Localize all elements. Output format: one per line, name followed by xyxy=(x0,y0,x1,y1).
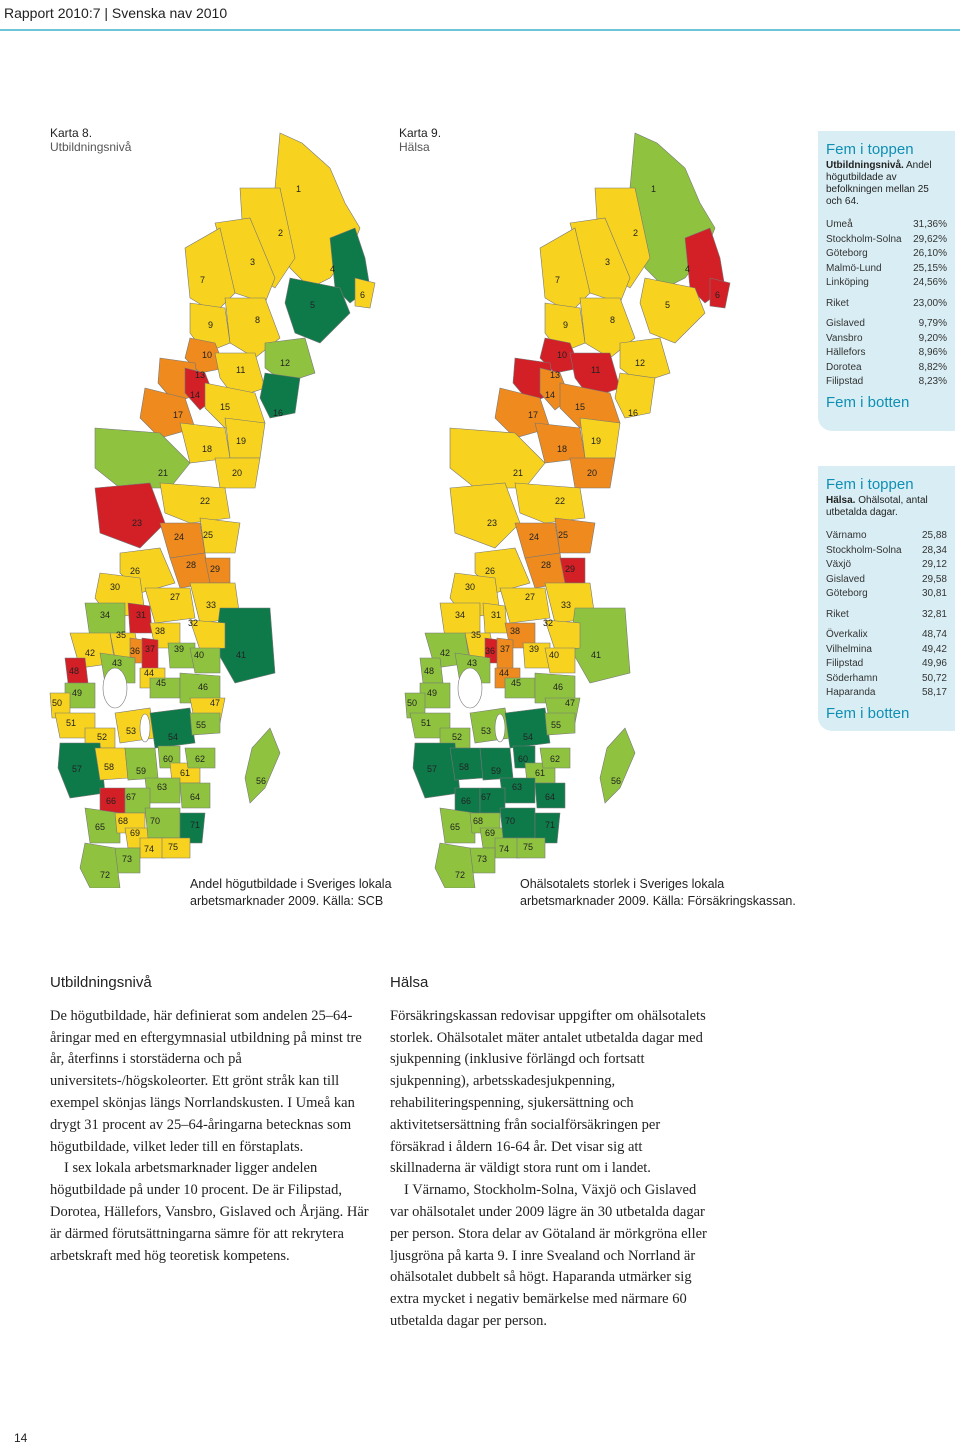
label-7: 7 xyxy=(200,275,206,285)
lake-vanern xyxy=(458,668,482,708)
label-49: 49 xyxy=(72,688,83,698)
label-19: 19 xyxy=(236,436,247,446)
region-56 xyxy=(600,728,635,803)
label-21: 21 xyxy=(158,468,169,478)
label-20: 20 xyxy=(232,468,243,478)
list-item: Överkalix 48,74 xyxy=(826,629,947,640)
label-61: 61 xyxy=(180,768,191,778)
health-paragraph-2: I Värnamo, Stockholm-Solna, Växjö och Gislaved var ohälsotalet under 2009 lägre än 30 utbetalda dagar per person. Stora delar av Götaland är mörkgröna eller ljusgröna på karta 9. I inre Svealand och Norrland är ohälsotalet dubbelt så högt. Haparanda utmärker sig extra mycket i negativ bemärkelse med närmare 60 utbetalda dagar per person. xyxy=(390,1182,707,1329)
header-divider xyxy=(0,29,960,31)
label-63: 63 xyxy=(157,782,168,792)
label-14: 14 xyxy=(545,390,556,400)
list-item: Söderhamn 50,72 xyxy=(826,672,947,684)
label-11: 11 xyxy=(236,365,246,375)
label-52: 52 xyxy=(452,732,463,742)
label-27: 27 xyxy=(170,592,181,602)
label-43: 43 xyxy=(467,658,478,668)
label-29: 29 xyxy=(210,564,221,574)
map9-svg xyxy=(395,128,775,888)
label-38: 38 xyxy=(510,626,521,636)
label-3: 3 xyxy=(250,257,256,267)
label-39: 39 xyxy=(174,644,185,654)
education-description: Utbildningsnivå. Andel högutbildade av befolkningen mellan 25 och 64. xyxy=(826,160,932,207)
region-54 xyxy=(505,708,550,748)
label-9: 9 xyxy=(563,320,569,330)
label-67: 67 xyxy=(126,792,137,802)
label-2: 2 xyxy=(633,228,639,238)
list-item: Gislaved 29,58 xyxy=(826,573,947,585)
region-22 xyxy=(515,483,585,523)
label-64: 64 xyxy=(190,792,201,802)
label-23: 23 xyxy=(487,518,498,528)
list-item: Vilhelmina 49,42 xyxy=(826,643,947,655)
label-54: 54 xyxy=(523,732,534,742)
label-70: 70 xyxy=(505,816,516,826)
label-11: 11 xyxy=(591,365,601,375)
education-heading: Utbildningsnivå xyxy=(50,974,152,991)
label-72: 72 xyxy=(100,870,111,880)
list-item: Dorotea 8,82% xyxy=(826,361,947,373)
label-51: 51 xyxy=(421,718,432,728)
label-73: 73 xyxy=(477,854,488,864)
map8-subtitle: Utbildningsnivå xyxy=(50,140,132,154)
list-item: Växjö 29,12 xyxy=(826,559,947,570)
label-44: 44 xyxy=(144,668,155,678)
health-paragraph-1: Försäkringskassan redovisar uppgifter om ohälsotalets storlek. Ohälsotalet mäter antalet utbetalda dagar med sjukpenning (inklusive förlängd och fortsatt sjukpenning), arbetsskadesjukpenning, rehabiliteringspenning, sjukersättning och aktivitetsersättning från socialförsäkringen per försäkrad i åldern 16-64 år. Det visar sig att skillnaderna är väldigt stora runt om i landet. xyxy=(390,1007,706,1177)
label-2: 2 xyxy=(278,228,284,238)
label-22: 22 xyxy=(200,496,211,506)
label-45: 45 xyxy=(156,678,167,688)
list-item: Hällefors 8,96% xyxy=(826,347,947,358)
label-57: 57 xyxy=(72,764,83,774)
education-top-list xyxy=(826,218,947,291)
label-31: 31 xyxy=(491,610,502,620)
label-1: 1 xyxy=(651,184,657,194)
label-60: 60 xyxy=(518,754,529,764)
lake-vattern xyxy=(140,714,150,742)
label-30: 30 xyxy=(110,582,121,592)
health-ranking-panel xyxy=(818,466,955,731)
label-4: 4 xyxy=(685,264,691,274)
list-item: Malmö-Lund 25,15% xyxy=(826,262,947,274)
label-41: 41 xyxy=(236,650,247,660)
education-top-title: Fem i toppen xyxy=(826,141,914,158)
label-50: 50 xyxy=(407,698,418,708)
region-18 xyxy=(535,423,585,463)
label-24: 24 xyxy=(529,532,540,542)
label-66: 66 xyxy=(461,796,472,806)
label-32: 32 xyxy=(543,618,554,628)
health-top-list xyxy=(826,529,947,602)
label-63: 63 xyxy=(512,782,523,792)
label-66: 66 xyxy=(106,796,117,806)
label-46: 46 xyxy=(198,682,209,692)
region-72 xyxy=(435,843,475,888)
list-item: Filipstad 8,23% xyxy=(826,376,947,387)
label-29: 29 xyxy=(565,564,576,574)
label-68: 68 xyxy=(118,816,129,826)
label-65: 65 xyxy=(450,822,461,832)
label-60: 60 xyxy=(163,754,174,764)
list-item: Stockholm-Solna 29,62% xyxy=(826,233,947,245)
education-riket-row: Riket 23,00% xyxy=(826,297,947,309)
label-74: 74 xyxy=(499,844,510,854)
map8-education xyxy=(40,128,420,888)
region-72 xyxy=(80,843,120,888)
label-34: 34 xyxy=(100,610,111,620)
label-15: 15 xyxy=(220,402,231,412)
label-46: 46 xyxy=(553,682,564,692)
map8-source: Andel högutbildade i Sveriges lokala arbetsmarknader 2009. Källa: SCB xyxy=(190,877,392,908)
region-54 xyxy=(150,708,195,748)
page-header xyxy=(0,0,960,30)
label-24: 24 xyxy=(174,532,185,542)
label-14: 14 xyxy=(190,390,201,400)
label-9: 9 xyxy=(208,320,214,330)
label-17: 17 xyxy=(173,410,184,420)
lake-vanern xyxy=(103,668,127,708)
label-18: 18 xyxy=(557,444,568,454)
label-62: 62 xyxy=(195,754,206,764)
label-48: 48 xyxy=(424,666,435,676)
label-16: 16 xyxy=(628,408,639,418)
label-50: 50 xyxy=(52,698,63,708)
health-description: Hälsa. Ohälsotal, antal utbetalda dagar. xyxy=(826,495,928,518)
label-64: 64 xyxy=(545,792,556,802)
label-55: 55 xyxy=(196,720,207,730)
education-bottom-title: Fem i botten xyxy=(826,393,910,411)
label-15: 15 xyxy=(575,402,586,412)
label-69: 69 xyxy=(485,828,496,838)
label-32: 32 xyxy=(188,618,199,628)
label-65: 65 xyxy=(95,822,106,832)
label-4: 4 xyxy=(330,264,336,274)
label-62: 62 xyxy=(550,754,561,764)
label-28: 28 xyxy=(186,560,197,570)
label-72: 72 xyxy=(455,870,466,880)
label-48: 48 xyxy=(69,666,80,676)
label-23: 23 xyxy=(132,518,143,528)
map8-title: Karta 8. xyxy=(50,126,93,140)
health-bottom-title: Fem i botten xyxy=(826,704,910,722)
label-71: 71 xyxy=(545,820,556,830)
list-item: Göteborg 26,10% xyxy=(826,248,947,259)
region-56 xyxy=(245,728,280,803)
education-text-column xyxy=(50,972,370,1267)
label-26: 26 xyxy=(130,566,141,576)
label-38: 38 xyxy=(155,626,166,636)
health-bottom-list xyxy=(826,628,947,701)
label-57: 57 xyxy=(427,764,438,774)
education-bottom-list xyxy=(826,317,947,390)
label-36: 36 xyxy=(130,646,141,656)
label-67: 67 xyxy=(481,792,492,802)
label-28: 28 xyxy=(541,560,552,570)
label-20: 20 xyxy=(587,468,598,478)
list-item: Gislaved 9,79% xyxy=(826,318,947,329)
label-27: 27 xyxy=(525,592,536,602)
label-35: 35 xyxy=(116,630,127,640)
education-ranking-panel xyxy=(818,131,955,431)
label-13: 13 xyxy=(195,370,206,380)
label-39: 39 xyxy=(529,644,540,654)
region-18 xyxy=(180,423,230,463)
label-69: 69 xyxy=(130,828,141,838)
health-riket-row: Riket 32,81 xyxy=(826,608,947,620)
label-6: 6 xyxy=(360,290,366,300)
label-51: 51 xyxy=(66,718,77,728)
label-26: 26 xyxy=(485,566,496,576)
label-16: 16 xyxy=(273,408,284,418)
label-53: 53 xyxy=(126,726,137,736)
label-59: 59 xyxy=(136,766,147,776)
health-text-column xyxy=(390,972,708,1333)
label-56: 56 xyxy=(611,776,622,786)
map8-svg xyxy=(40,128,420,888)
label-18: 18 xyxy=(202,444,213,454)
label-33: 33 xyxy=(206,600,217,610)
map9-source: Ohälsotalets storlek i Sveriges lokala arbetsmarknader 2009. Källa: Försäkringskassan. xyxy=(520,877,796,908)
label-68: 68 xyxy=(473,816,484,826)
label-17: 17 xyxy=(528,410,539,420)
region-21 xyxy=(95,428,190,488)
label-8: 8 xyxy=(255,315,261,325)
education-paragraph-1: De högutbildade, här definierat som andelen 25–64-åringar med en eftergymnasial utbildning på minst tre år, återfinns i storstäderna och på universitets-/högskoleorter. Ett grönt stråk kan till exempel skönjas längs Norrlandskusten. I Umeå kan drygt 31 procent av 25–64-åringarna betecknas som högutbildade, vilket leder till en förstaplats. xyxy=(50,1007,362,1155)
label-37: 37 xyxy=(145,644,156,654)
label-47: 47 xyxy=(210,698,221,708)
label-1: 1 xyxy=(296,184,302,194)
label-22: 22 xyxy=(555,496,566,506)
label-70: 70 xyxy=(150,816,161,826)
list-item: Umeå 31,36% xyxy=(826,219,947,230)
label-25: 25 xyxy=(203,530,214,540)
label-7: 7 xyxy=(555,275,561,285)
label-34: 34 xyxy=(455,610,466,620)
label-5: 5 xyxy=(310,300,316,310)
label-43: 43 xyxy=(112,658,123,668)
list-item: Filipstad 49,96 xyxy=(826,658,947,669)
label-59: 59 xyxy=(491,766,502,776)
page-number: 14 xyxy=(14,1431,28,1445)
label-30: 30 xyxy=(465,582,476,592)
label-37: 37 xyxy=(500,644,511,654)
health-top-title: Fem i toppen xyxy=(826,476,914,493)
label-3: 3 xyxy=(605,257,611,267)
label-47: 47 xyxy=(565,698,576,708)
label-31: 31 xyxy=(136,610,147,620)
label-40: 40 xyxy=(194,650,205,660)
label-75: 75 xyxy=(168,842,179,852)
label-52: 52 xyxy=(97,732,108,742)
label-44: 44 xyxy=(499,668,510,678)
label-58: 58 xyxy=(459,762,470,772)
list-item: Haparanda 58,17 xyxy=(826,687,947,698)
label-42: 42 xyxy=(85,648,96,658)
label-36: 36 xyxy=(485,646,496,656)
label-19: 19 xyxy=(591,436,602,446)
label-13: 13 xyxy=(550,370,561,380)
label-21: 21 xyxy=(513,468,524,478)
label-40: 40 xyxy=(549,650,560,660)
label-8: 8 xyxy=(610,315,616,325)
label-12: 12 xyxy=(280,358,291,368)
label-45: 45 xyxy=(511,678,522,688)
label-71: 71 xyxy=(190,820,201,830)
list-item: Vansbro 9,20% xyxy=(826,332,947,344)
label-42: 42 xyxy=(440,648,451,658)
region-23 xyxy=(450,483,520,548)
list-item: Stockholm-Solna 28,34 xyxy=(826,544,947,556)
label-61: 61 xyxy=(535,768,546,778)
label-75: 75 xyxy=(523,842,534,852)
region-23 xyxy=(95,483,165,548)
education-paragraph-2: I sex lokala arbetsmarknader ligger andelen högutbildade på under 10 procent. De är Filipstad, Dorotea, Hällefors, Vansbro, Gislaved och Årjäng. Här är därmed förutsättningarna sämre för att rekrytera arbetskraft med hög teoretisk kompetens. xyxy=(50,1160,369,1264)
label-73: 73 xyxy=(122,854,133,864)
label-33: 33 xyxy=(561,600,572,610)
list-item: Linköping 24,56% xyxy=(826,277,947,288)
label-58: 58 xyxy=(104,762,115,772)
map9-title: Karta 9. xyxy=(399,126,442,140)
map9-health xyxy=(395,128,775,888)
label-10: 10 xyxy=(557,350,568,360)
label-35: 35 xyxy=(471,630,482,640)
label-25: 25 xyxy=(558,530,569,540)
label-12: 12 xyxy=(635,358,646,368)
label-54: 54 xyxy=(168,732,179,742)
map9-subtitle: Hälsa xyxy=(399,140,430,154)
region-22 xyxy=(160,483,230,523)
health-heading: Hälsa xyxy=(390,974,429,991)
region-21 xyxy=(450,428,545,488)
header-text: Rapport 2010:7 | Svenska nav 2010 xyxy=(4,5,228,21)
label-10: 10 xyxy=(202,350,213,360)
label-74: 74 xyxy=(144,844,155,854)
lake-vattern xyxy=(495,714,505,742)
label-55: 55 xyxy=(551,720,562,730)
label-53: 53 xyxy=(481,726,492,736)
label-56: 56 xyxy=(256,776,267,786)
label-6: 6 xyxy=(715,290,721,300)
list-item: Värnamo 25,88 xyxy=(826,530,947,541)
label-5: 5 xyxy=(665,300,671,310)
label-49: 49 xyxy=(427,688,438,698)
list-item: Göteborg 30,81 xyxy=(826,588,947,599)
label-41: 41 xyxy=(591,650,602,660)
